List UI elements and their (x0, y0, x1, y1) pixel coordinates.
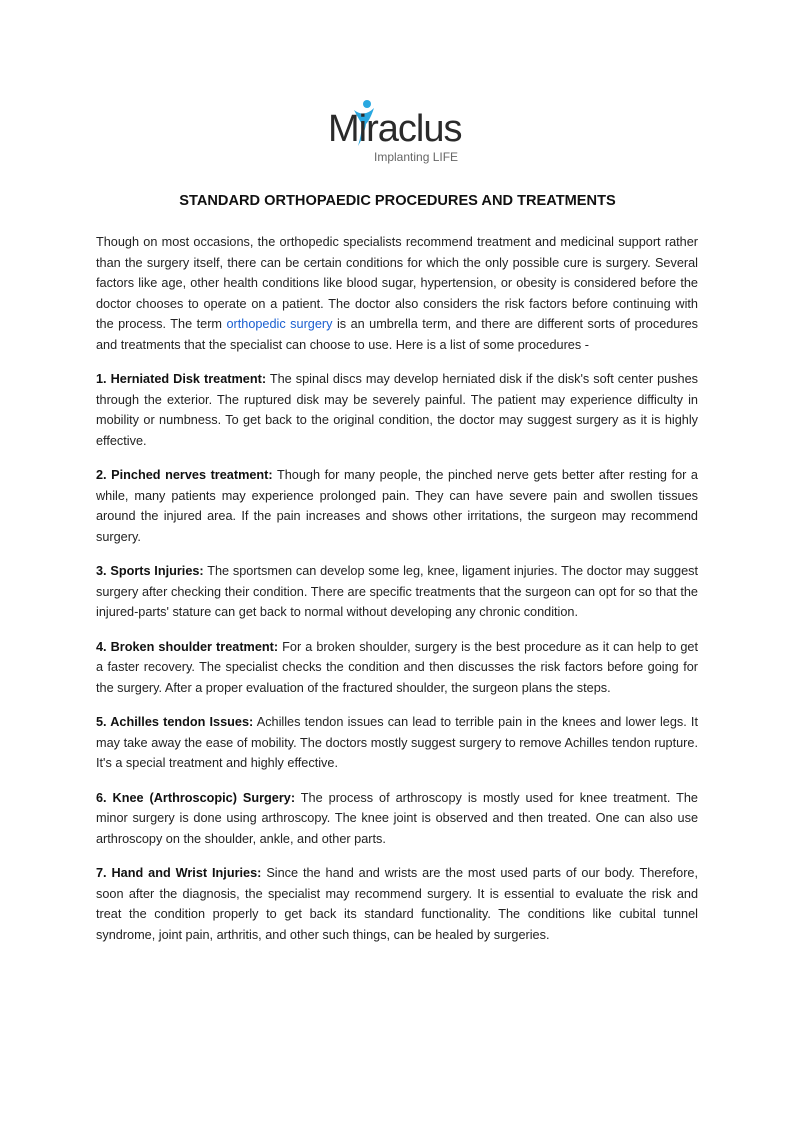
procedure-text: The process of arthroscopy is mostly used for knee treatment. The minor surgery is done using arthroscopy. The knee joint is observed and then treated. One can also use arthroscopy on the shoulder, ankle, and other parts. (96, 790, 698, 846)
procedure-item (96, 465, 698, 547)
procedure-heading: 3. Sports Injuries: (96, 564, 204, 578)
procedure-text: For a broken shoulder, surgery is the best procedure as it can help to get a faster recovery. The specialist checks the condition and then discusses the risk factors before going for the surgery. After a proper evaluation of the fractured shoulder, the surgeon plans the steps. (96, 639, 698, 695)
procedure-item (96, 369, 698, 451)
intro-paragraph (96, 232, 698, 355)
procedure-heading: 2. Pinched nerves treatment: (96, 468, 273, 482)
procedure-text: Achilles tendon issues can lead to terrible pain in the knees and lower legs. It may take away the ease of mobility. The doctors mostly suggest surgery to remove Achilles tendon rupture. It's a special treatment and highly effective. (96, 715, 698, 770)
logo-tagline: Implanting LIFE (374, 150, 459, 164)
procedure-item (96, 561, 698, 623)
procedure-text: The sportsmen can develop some leg, knee, ligament injuries. The doctor may suggest surgery after checking their condition. There are specific treatments that the surgeon can opt for so that the injured-parts' stature can get back to normal without developing any chronic condition. (96, 564, 698, 619)
logo-brand: Miraclus (328, 108, 462, 150)
intro-text-end: is an umbrella term, and there are different sorts of procedures and treatments that the specialist can choose to use. Here is a list of some procedures - (96, 317, 698, 352)
procedure-text: Since the hand and wrists are the most used parts of our body. Therefore, soon after the diagnosis, the specialist may recommend surgery. It is essential to evaluate the risk and treat the condition properly to get back its standard functionality. The conditions like cubital tunnel syndrome, joint pain, arthritis, and other such things, can be healed by surgeries. (96, 866, 698, 942)
orthopedic-surgery-link[interactable]: orthopedic surgery (226, 317, 333, 331)
procedure-heading: 4. Broken shoulder treatment: (96, 639, 279, 654)
document-body (96, 232, 698, 959)
procedure-text: Though for many people, the pinched nerve gets better after resting for a while, many patients may experience prolonged pain. They can have severe pain and swollen tissues around the injured area. If the pain increases and shows other irritations, the surgeon may recommend surgery. (96, 468, 698, 544)
procedure-heading: 1. Herniated Disk treatment: (96, 372, 267, 386)
procedure-item (96, 788, 698, 850)
procedure-heading: 5. Achilles tendon Issues: (96, 715, 254, 729)
procedure-heading: 6. Knee (Arthroscopic) Surgery: (96, 790, 296, 805)
page-title: STANDARD ORTHOPAEDIC PROCEDURES AND TREATMENTS (179, 193, 616, 209)
procedure-item (96, 712, 698, 774)
procedure-heading: 7. Hand and Wrist Injuries: (96, 866, 262, 880)
procedure-text: The spinal discs may develop herniated disk if the disk's soft center pushes through the exterior. The ruptured disk may be severely painful. The patient may experience difficulty in mobility or numbness. To get back to the original condition, the doctor may suggest surgery as it is highly effective. (96, 372, 698, 448)
miraclus-logo (328, 98, 468, 168)
procedure-item (96, 863, 698, 945)
procedure-item (96, 637, 698, 699)
intro-text: Though on most occasions, the orthopedic specialists recommend treatment and medicinal support rather than the surgery itself, there can be certain conditions for which the only possible cure is surgery. Several factors like age, other health conditions like blood sugar, hypertension, or obesity is considered before the doctor chooses to operate on a patient. The doctor also considers the risk factors before continuing with the process. The term (96, 235, 698, 331)
